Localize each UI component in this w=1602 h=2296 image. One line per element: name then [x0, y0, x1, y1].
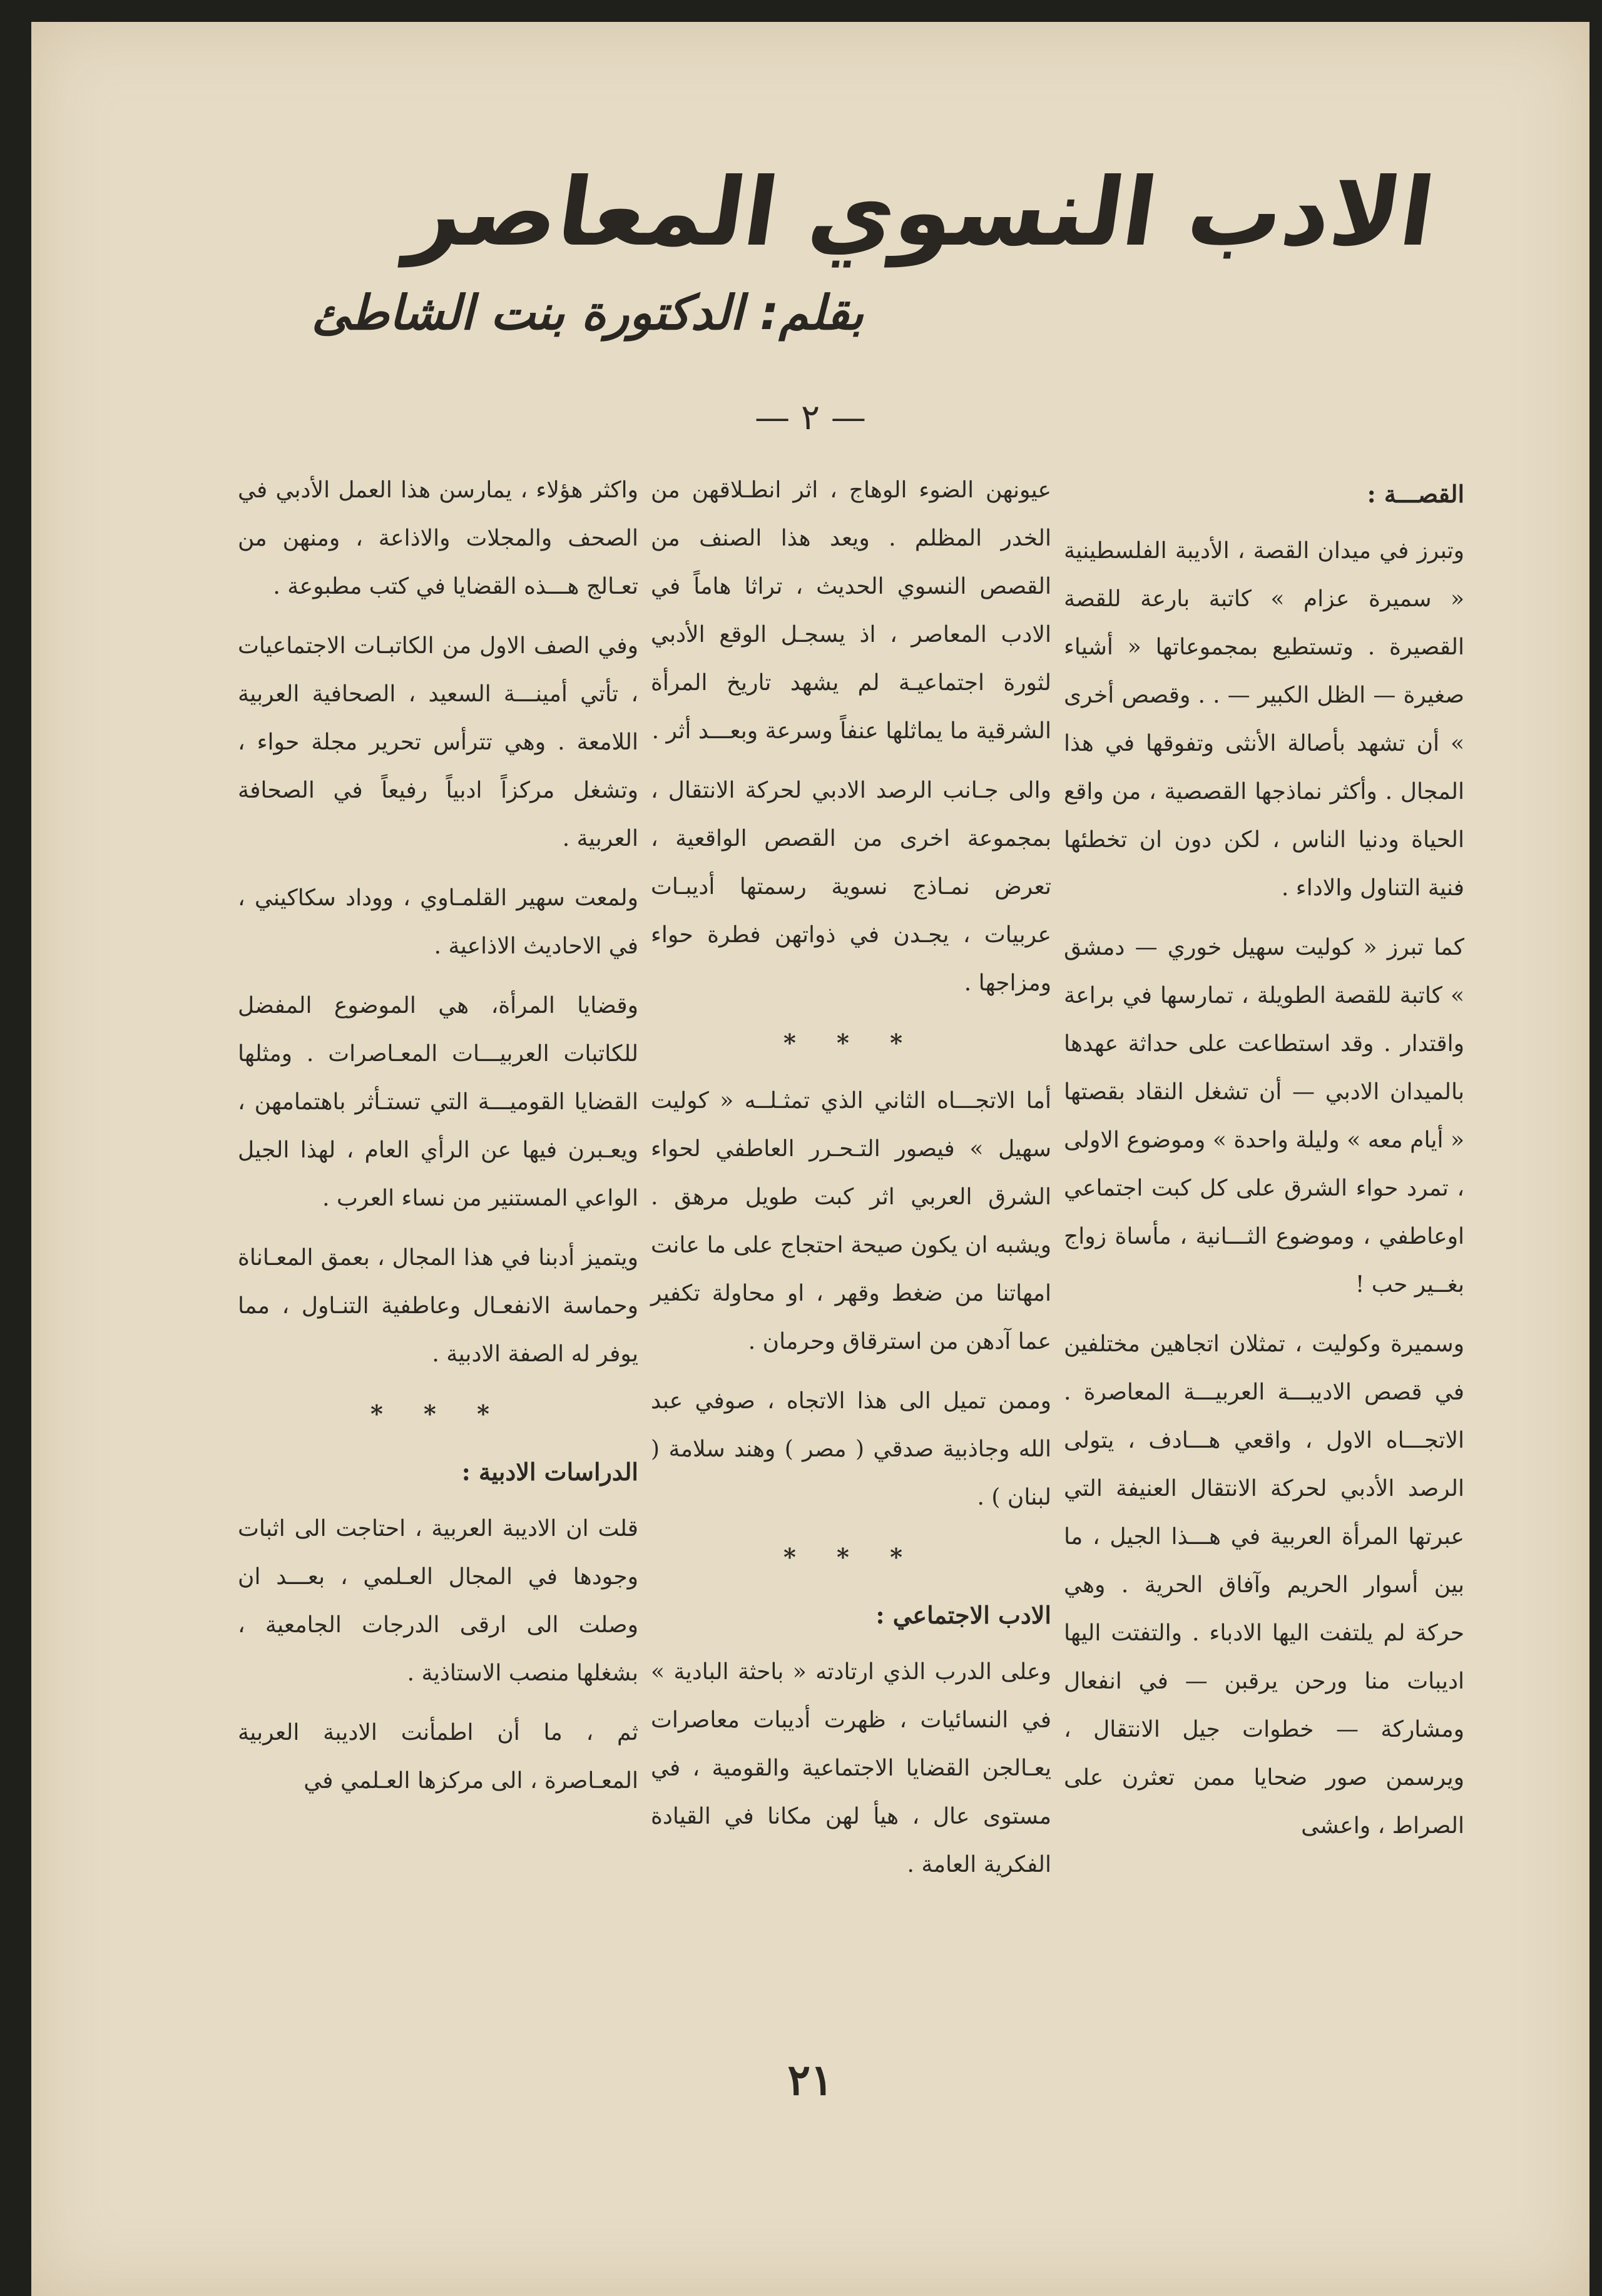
text-column-2 — [651, 466, 1051, 1900]
text-column-3 — [238, 466, 638, 1816]
section-heading-social-literature: الادب الاجتماعي : — [875, 1601, 1051, 1629]
section-separator: * * * — [370, 1399, 506, 1428]
paragraph: والى جـانب الرصد الادبي لحركة الانتقال ، بمجموعة اخرى من القصص الواقعية ، تعرض نمـاذج نسوية رسمتها أديبـات عربيات ، يجـدن في ذواتهن فطرة حواء ومزاجها . — [651, 778, 1051, 996]
part-number: — ٢ — — [755, 397, 866, 438]
article-byline: بقلم: الدكتورة بنت الشاطئ — [312, 285, 864, 340]
section-heading-story: القصـــة : — [1367, 480, 1464, 508]
paragraph: عيونهن الضوء الوهاج ، اثر انطـلاقهن من الخدر المظلم . ويعد هذا الصنف من القصص النسوي الحديث ، تراثا هاماً في الادب المعاصر ، اذ يسجـل الوقع الأدبي لثورة اجتماعيـة لم يشهد تاريخ المرأة الشرقية ما يماثلها عنفاً وسرعة وبعـــد أثر . — [651, 477, 1051, 744]
paragraph: ويتميز أدبنا في هذا المجال ، بعمق المعـاناة وحماسة الانفعـال وعاطفية التنـاول ، مما يوفر له الصفة الادبية . — [238, 1245, 638, 1367]
paragraph: وعلى الدرب الذي ارتادته « باحثة البادية » في النسائيات ، ظهرت أديبات معاصرات يعـالجن القضايا الاجتماعية والقومية ، في مستوى عال ، هيأ لهن مكانا في القيادة الفكرية العامة . — [651, 1659, 1051, 1877]
paragraph: أما الاتجـــاه الثاني الذي تمثـلــه « كوليت سهيل » فيصور التـحـرر العاطفي لحواء الشرق العربي اثر كبت طويل مرهق . ويشبه ان يكون صيحة احتجاج على ما عانت امهاتنا من ضغط وقهر ، او محاولة تكفير عما آدهن من استرقاق وحرمان . — [651, 1088, 1051, 1354]
paragraph: قلت ان الاديبة العربية ، احتاجت الى اثبات وجودها في المجال العـلمي ، بعـــد ان وصلت الى ارقى الدرجات الجامعية ، بشغلها منصب الاستاذية . — [238, 1516, 638, 1686]
magazine-page — [31, 22, 1589, 2296]
paragraph: كما تبرز « كوليت سهيل خوري — دمشق » كاتبة للقصة الطويلة ، تمارسها في براعة واقتدار . وقد استطاعت على حداثة عهدها بالميدان الادبي — أن تشغل النقاد بقصتها « أيام معه » وليلة واحدة » وموضوع الاولى ، تمرد حواء الشرق على كل كبت اجتماعي اوعاطفي ، وموضوع الثـــانية ، مأساة زواج بغــير حب ! — [1064, 935, 1464, 1298]
paragraph: ثم ، ما أن اطمأنت الاديبة العربية المعـاصرة ، الى مركزها العـلمي في — [238, 1720, 638, 1794]
paragraph: وفي الصف الاول من الكاتبـات الاجتماعيات ، تأتي أمينـــة السعيد ، الصحافية العربية اللامعة . وهي تترأس تحرير مجلة حواء ، وتشغل مركزاً ادبياً رفيعاً في الصحافة العربية . — [238, 633, 638, 851]
paragraph: واكثر هؤلاء ، يمارسن هذا العمل الأدبي في الصحف والمجلات والاذاعة ، ومنهن من تعـالج هـــذه القضايا في كتب مطبوعة . — [238, 477, 638, 599]
page-number: ٢١ — [787, 2055, 834, 2105]
paragraph: وقضايا المرأة، هي الموضوع المفضل للكاتبات العربيـــات المعـاصرات . ومثلها القضايا القوميـــة التي تستـأثر باهتمامهن ، ويعـبرن فيها عن الرأي العام ، لهذا الجيل الواعي المستنير من نساء العرب . — [238, 993, 638, 1211]
article-title: الادب النسوي المعاصر — [401, 158, 1441, 267]
section-separator: * * * — [783, 1543, 919, 1571]
paragraph: ولمعت سهير القلمـاوي ، ووداد سكاكيني ، في الاحاديث الاذاعية . — [238, 885, 638, 959]
text-column-1 — [1064, 466, 1464, 1861]
section-separator: * * * — [783, 1029, 919, 1057]
paragraph: وممن تميل الى هذا الاتجاه ، صوفي عبد الله وجاذبية صدقي ( مصر ) وهند سلامة ( لبنان ) . — [651, 1388, 1051, 1510]
section-heading-literary-studies: الدراسات الادبية : — [461, 1458, 638, 1486]
paragraph: وتبرز في ميدان القصة ، الأديبة الفلسطينية « سميرة عزام » كاتبة بارعة للقصة القصيرة . وتستطيع بمجموعاتها « أشياء صغيرة — الظل الكبير — . . وقصص أخرى » أن تشهد بأصالة الأنثى وتفوقها في هذا المجال . وأكثر نماذجها القصصية ، من واقع الحياة ودنيا الناس ، لكن دون ان تخطئها فنية التناول والاداء . — [1064, 538, 1464, 901]
paragraph: وسميرة وكوليت ، تمثلان اتجاهين مختلفين في قصص الاديبـــة العربيـــة المعاصرة . الاتجـــاه الاول ، واقعي هـــادف ، يتولى الرصد الأدبي لحركة الانتقال العنيفة التي عبرتها المرأة العربية في هـــذا الجيل ، ما بين أسوار الحريم وآفاق الحرية . وهي حركة لم يلتفت اليها الادباء . والتفتت اليها اديبات منا ورحن يرقبن — في انفعال ومشاركة — خطوات جيل الانتقال ، ويرسمن صور ضحايا ممن تعثرن على الصراط ، واعشى — [1064, 1331, 1464, 1839]
